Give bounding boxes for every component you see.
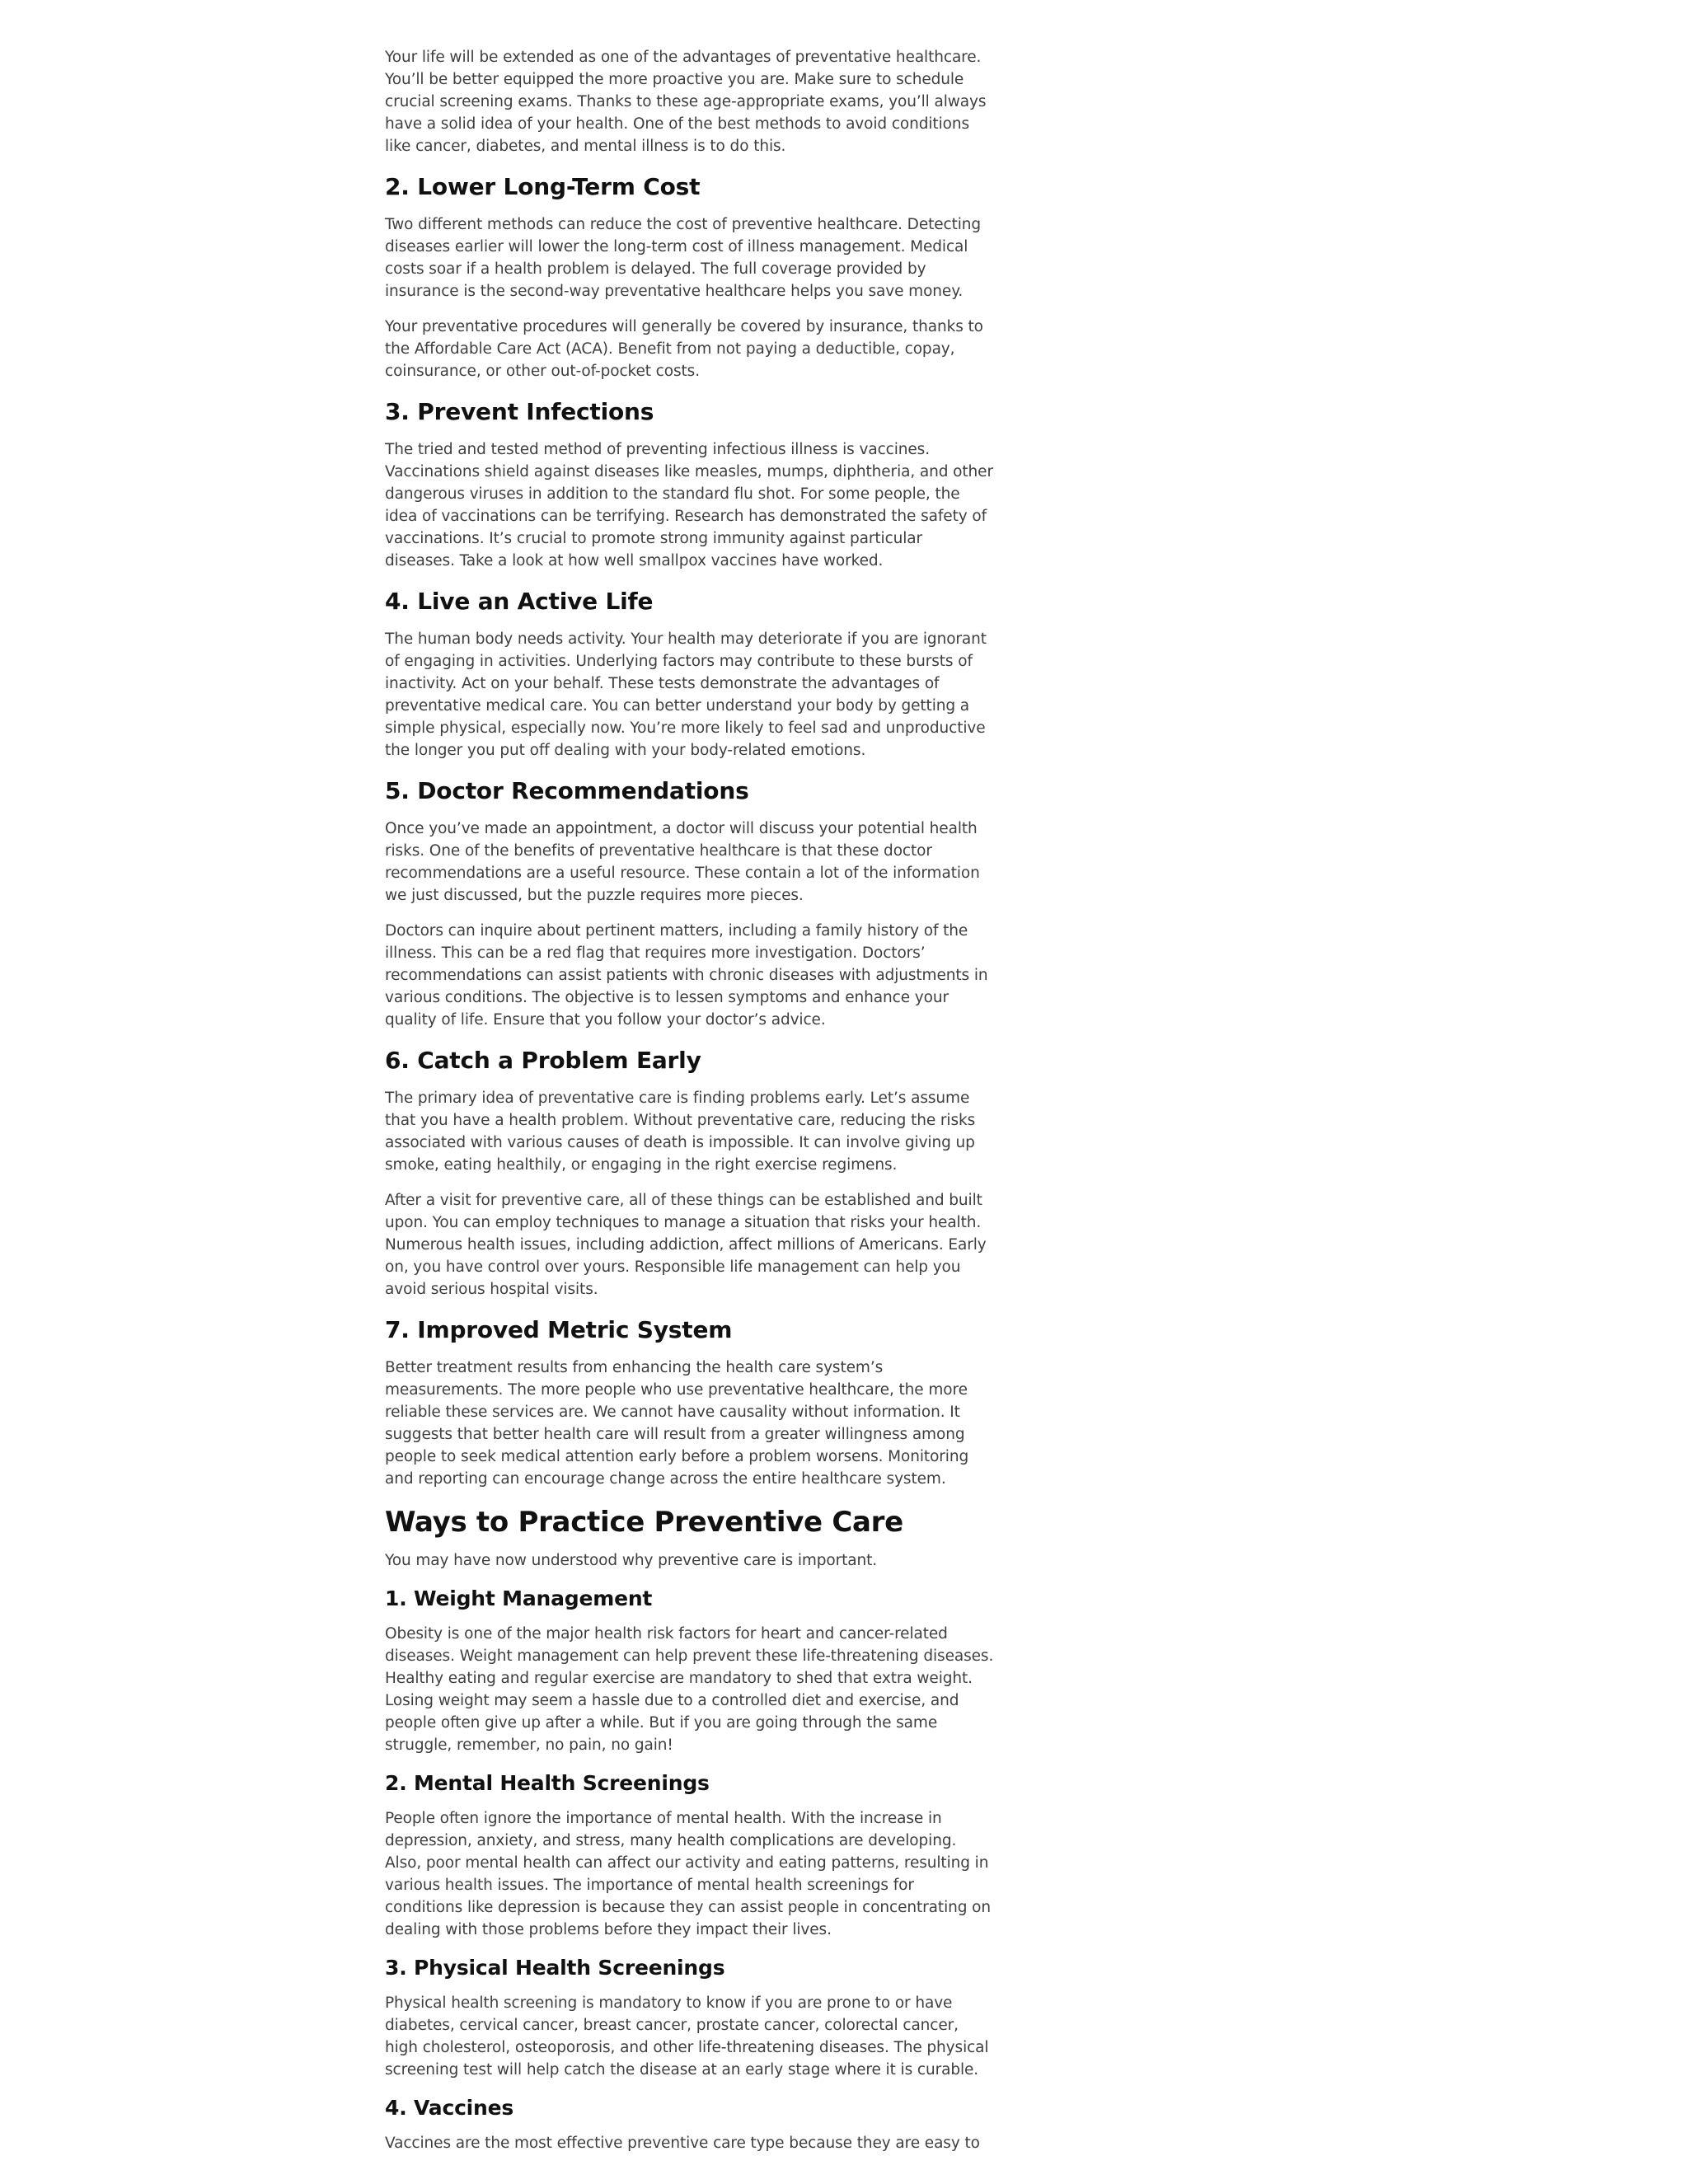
intro-paragraph: Your life will be extended as one of the advantages of preventative healthcare. You’ll be better equipped the more proactive you are. Make sure to schedule crucial screening exams. Thanks to these age-appropriate exams, you’ll always have a solid idea of your health. One of the best methods to avoid conditions like cancer, diabetes, and mental illness is to do this. bbox=[385, 49, 987, 155]
way-heading-weight: 1. Weight Management bbox=[385, 1586, 653, 1610]
benefit-prevent-infections bbox=[385, 396, 995, 572]
section-paragraph: Doctors can inquire about pertinent matters, including a family history of the illness. This can be a red flag that requires more investigation. Doctors’ recommendations can assist patients with chronic diseases with adjustments in various conditions. The objective is to lessen symptoms and enhance your quality of life. Ensure that you follow your doctor’s advice. bbox=[385, 922, 988, 1029]
benefit-metric-system bbox=[385, 1314, 995, 1490]
section-paragraph: After a visit for preventive care, all of these things can be established and built upon. You can employ techniques to manage a situation that risks your health. Numerous health issues, including addiction, affect millions of Americans. Early on, you have control over yours. Responsible life management can help you avoid serious hospital visits. bbox=[385, 1192, 987, 1298]
section-heading: 3. Prevent Infections bbox=[385, 398, 654, 425]
ways-heading: Ways to Practice Preventive Care bbox=[385, 1506, 903, 1539]
benefit-active-life bbox=[385, 585, 995, 762]
way-heading-physical: 3. Physical Health Screenings bbox=[385, 1956, 725, 1980]
section-paragraph: Once you’ve made an appointment, a doctor will discuss your potential health risks. One of the benefits of preventative healthcare is that these doctor recommendations are a useful resource. These contain a lot of the information we just discussed, but the puzzle requires more pieces. bbox=[385, 820, 980, 904]
benefit-doctor-recommendations bbox=[385, 775, 995, 1031]
section-heading: 6. Catch a Problem Early bbox=[385, 1047, 701, 1074]
ways-section bbox=[385, 1503, 995, 2154]
way-paragraph: Vaccines are the most effective preventive care type because they are easy to bbox=[385, 2135, 980, 2152]
section-paragraph: Two different methods can reduce the cost of preventive healthcare. Detecting diseases earlier will lower the long-term cost of illness management. Medical costs soar if a health problem is delayed. The full coverage provided by insurance is the second-way preventative healthcare helps you save money. bbox=[385, 216, 982, 300]
way-paragraph: Physical health screening is mandatory to know if you are prone to or have diabetes, cervical cancer, breast cancer, prostate cancer, colorectal cancer, high cholesterol, osteoporosis, and other life-threatening diseases. The physical screening test will help catch the disease at an early stage where it is curable. bbox=[385, 1994, 989, 2079]
way-heading-vaccines: 4. Vaccines bbox=[385, 2096, 514, 2120]
article-body bbox=[385, 46, 995, 2168]
section-heading: 4. Live an Active Life bbox=[385, 588, 654, 615]
section-paragraph: The primary idea of preventative care is finding problems early. Let’s assume that you have a health problem. Without preventative care, reducing the risks associated with various causes of death is impossible. It can involve giving up smoke, eating healthily, or engaging in the right exercise regimens. bbox=[385, 1090, 976, 1174]
section-paragraph: The tried and tested method of preventing infectious illness is vaccines. Vaccinations shield against diseases like measles, mumps, diphtheria, and other dangerous viruses in addition to the standard flu shot. For some people, the idea of vaccinations can be terrifying. Research has demonstrated the safety of vaccinations. It’s crucial to promote strong immunity against particular diseases. Take a look at how well smallpox vaccines have worked. bbox=[385, 441, 993, 569]
section-paragraph: The human body needs activity. Your health may deteriorate if you are ignorant of engaging in activities. Underlying factors may contribute to these bursts of inactivity. Act on your behalf. These tests demonstrate the advantages of preventative medical care. You can better understand your body by getting a simple physical, especially now. You’re more likely to feel sad and unproductive the longer you put off dealing with your body-related emotions. bbox=[385, 630, 987, 759]
section-heading: 2. Lower Long-Term Cost bbox=[385, 173, 701, 200]
ways-intro: You may have now understood why preventive care is important. bbox=[385, 1552, 878, 1569]
section-paragraph: Your preventative procedures will generally be covered by insurance, thanks to the Affordable Care Act (ACA). Benefit from not paying a deductible, copay, coinsurance, or other out-of-pocket costs. bbox=[385, 318, 983, 380]
section-paragraph: Better treatment results from enhancing the health care system’s measurements. The more people who use preventative healthcare, the more reliable these services are. We cannot have causality without information. It suggests that better health care will result from a greater willingness among people to seek medical attention early before a problem worsens. Monitoring and reporting can encourage change across the entire healthcare system. bbox=[385, 1359, 969, 1488]
way-paragraph: People often ignore the importance of mental health. With the increase in depression, anxiety, and stress, many health complications are developing. Also, poor mental health can affect our activity and eating patterns, resulting in various health issues. The importance of mental health screenings for conditions like depression is because they can assist people in concentrating on dealing with those problems before they impact their lives. bbox=[385, 1810, 991, 1938]
benefit-catch-early bbox=[385, 1044, 995, 1301]
way-paragraph: Obesity is one of the major health risk factors for heart and cancer-related diseases. Weight management can help prevent these life-threatening diseases. Healthy eating and regular exercise are mandatory to shed that extra weight. Losing weight may seem a hassle due to a controlled diet and exercise, and people often give up after a while. But if you are going through the same struggle, remember, no pain, no gain! bbox=[385, 1625, 994, 1754]
section-heading: 7. Improved Metric System bbox=[385, 1316, 733, 1343]
section-heading: 5. Doctor Recommendations bbox=[385, 777, 749, 804]
way-heading-mental: 2. Mental Health Screenings bbox=[385, 1771, 710, 1795]
benefit-lower-cost bbox=[385, 171, 995, 382]
